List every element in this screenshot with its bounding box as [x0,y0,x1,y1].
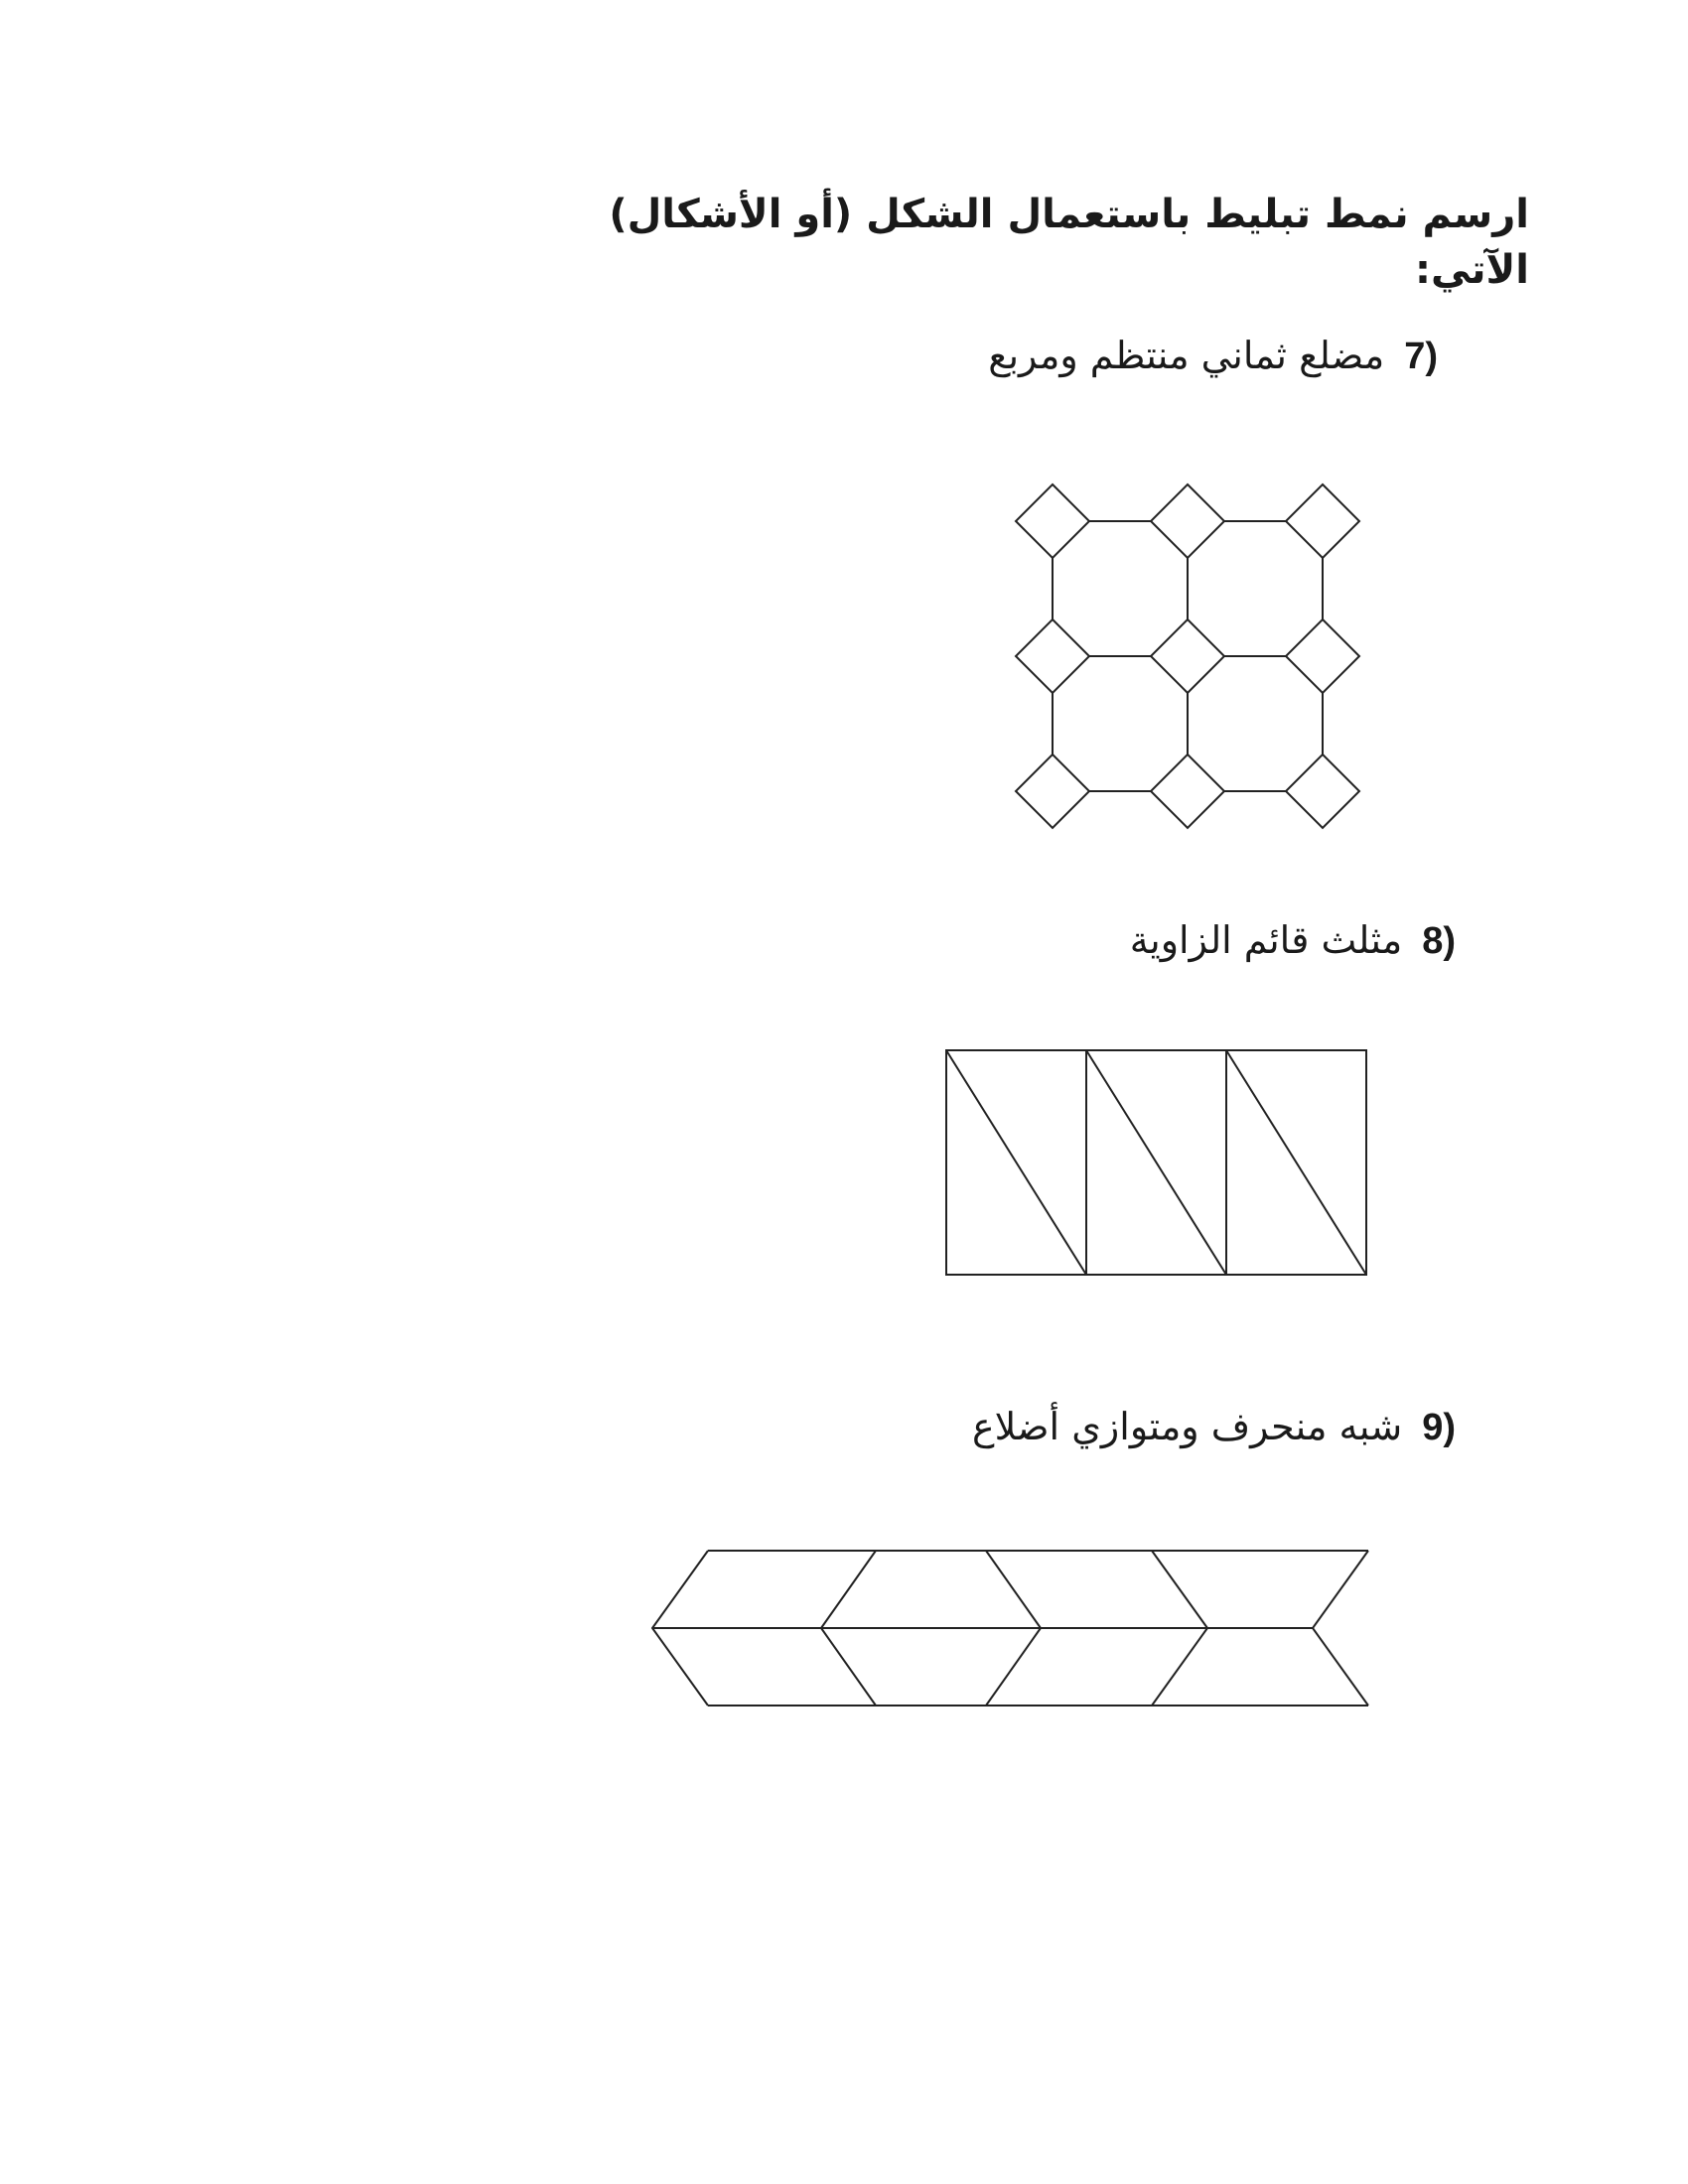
question-8 [1130,918,1456,963]
square-tile [1286,754,1359,828]
question-8-number: 8) [1422,920,1456,962]
trapezoid-edge [986,1551,1041,1628]
right-triangle-tiling-figure [945,1049,1367,1276]
tiling-squares [1016,484,1359,828]
question-9-number: 9) [1422,1407,1456,1448]
square-tile [1016,754,1089,828]
square-tile [1151,484,1224,558]
tiling-boundary [652,1551,1368,1706]
right-notch-edge [1313,1551,1368,1706]
trapezoid-edge [821,1628,876,1706]
parallelogram-edge [821,1551,876,1628]
question-7 [988,334,1438,378]
square-tile [1151,754,1224,828]
triangle-diagonal [1226,1050,1366,1275]
question-8-text: مثلث قائم الزاوية [1129,918,1403,962]
square-tile [1286,484,1359,558]
parallelogram-edge [986,1628,1041,1706]
chevron-edge [1152,1628,1207,1706]
trapezoid-parallelogram-tiling-figure [650,1549,1370,1707]
question-7-text: مضلع ثماني منتظم ومربع [988,334,1385,377]
question-7-number: 7) [1404,336,1438,377]
chevron-edge [1152,1551,1207,1628]
square-tile [1016,484,1089,558]
question-9-text: شبه منحرف ومتوازي أضلاع [971,1405,1403,1448]
square-tile [1286,619,1359,693]
triangle-diagonal [1086,1050,1226,1275]
question-9 [972,1405,1456,1449]
square-tile [1151,619,1224,693]
octagon-edges [1053,521,1323,791]
octagon-square-tiling-figure [1016,484,1363,832]
triangle-diagonal [946,1050,1086,1275]
instruction-heading: ارسم نمط تبليط باستعمال الشكل (أو الأشكال) الآتي: [609,192,1529,293]
square-tile [1016,619,1089,693]
